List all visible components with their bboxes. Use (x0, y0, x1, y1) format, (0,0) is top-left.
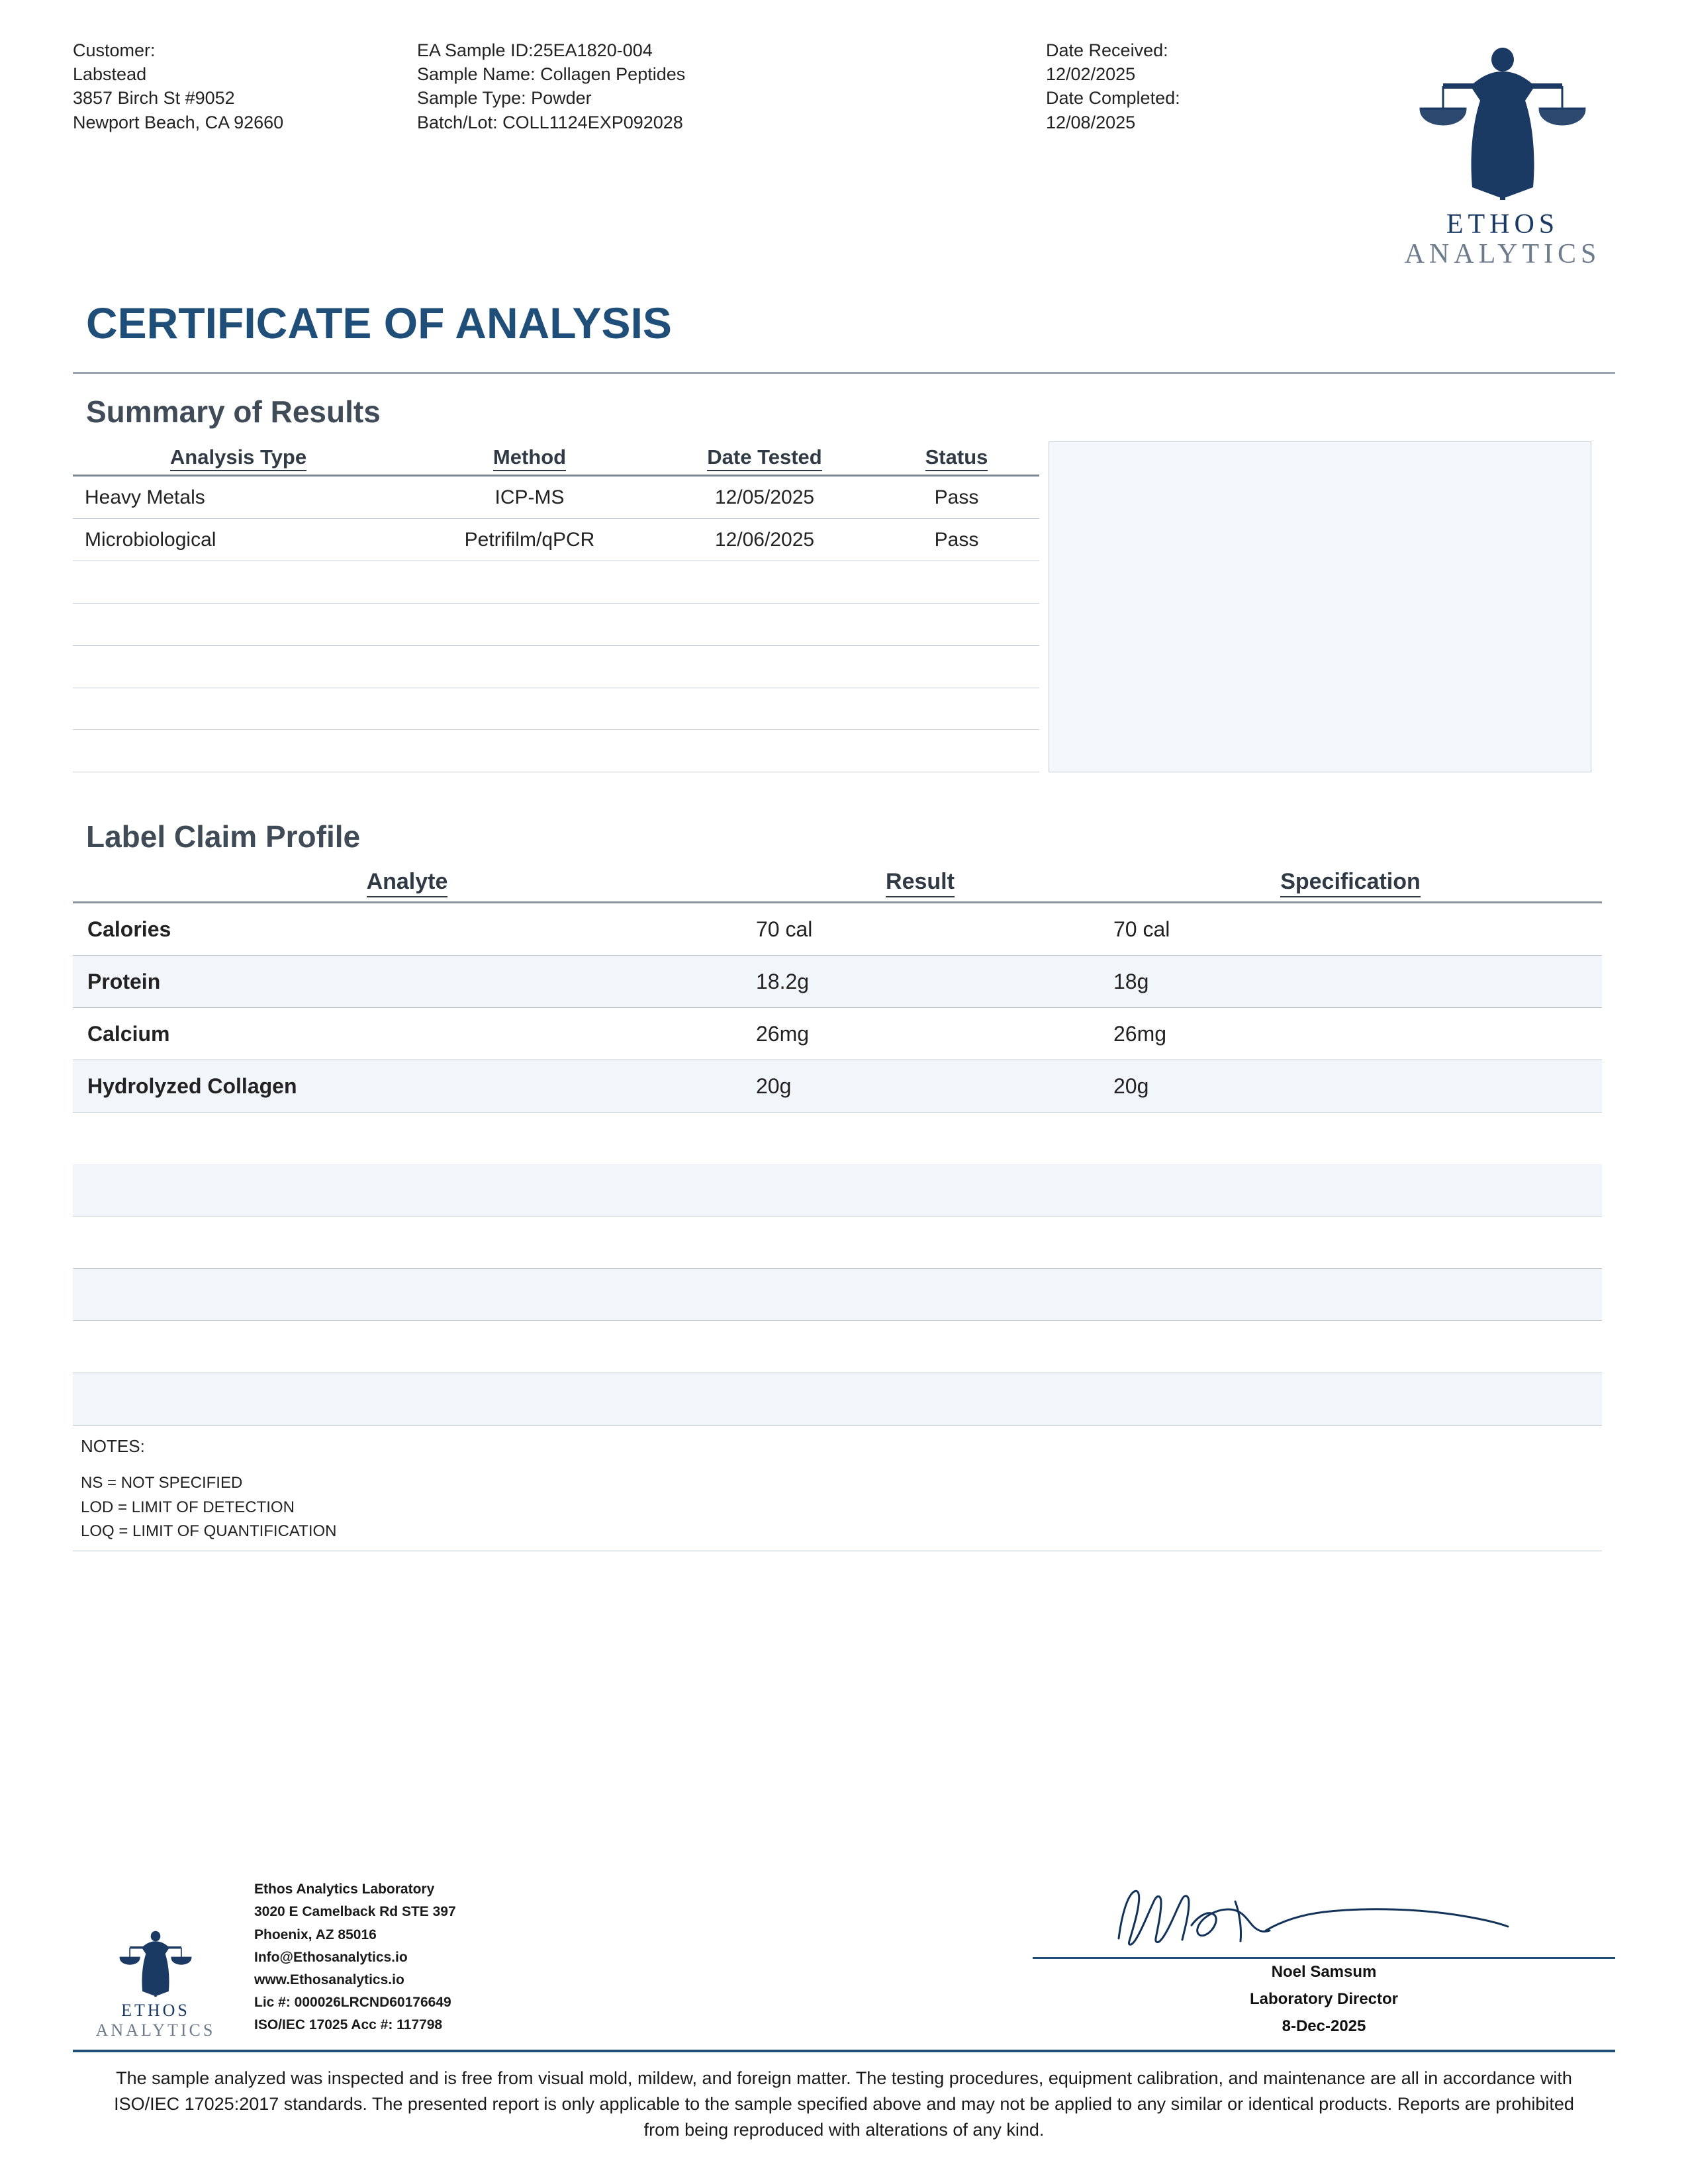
table-row (73, 903, 1602, 956)
customer-block (73, 38, 417, 134)
summary-col-analysis-type: Analysis Type (73, 441, 404, 476)
table-row-empty (73, 730, 1039, 772)
lab-accreditation: ISO/IEC 17025 Acc #: 117798 (254, 2017, 443, 2032)
claim-specification: 70 cal (1099, 903, 1602, 956)
scales-of-justice-icon (1390, 45, 1615, 210)
claim-specification: 20g (1099, 1060, 1602, 1113)
sample-id-row (417, 38, 1046, 62)
notes-line-lod: LOD = LIMIT OF DETECTION (81, 1498, 295, 1516)
dates-block (1046, 38, 1364, 134)
table-row-empty (73, 688, 1039, 730)
summary-analysis-type: Microbiological (73, 519, 404, 561)
signature-image (1033, 1878, 1615, 1957)
status-badge: Pass (874, 519, 1039, 561)
customer-name: Labstead (73, 64, 147, 85)
sample-name-label: Sample Name: (417, 64, 536, 85)
claim-col-specification: Specification (1099, 866, 1602, 903)
date-received-label: Date Received: (1046, 40, 1168, 60)
sample-type-value: Powder (531, 88, 592, 109)
signatory-name: Noel Samsum (1271, 1963, 1377, 1981)
summary-table (73, 441, 1039, 772)
logo-text-analytics: ANALYTICS (1404, 239, 1601, 269)
lab-street: 3020 E Camelback Rd STE 397 (254, 1904, 456, 1920)
notes-section (73, 1430, 1602, 1551)
label-claim-heading: Label Claim Profile (86, 819, 361, 854)
claim-result: 20g (741, 1060, 1099, 1113)
summary-method: Petrifilm/qPCR (404, 519, 655, 561)
signature-block (1033, 1878, 1615, 2040)
summary-date-tested: 12/06/2025 (655, 519, 874, 561)
claim-result: 18.2g (741, 956, 1099, 1008)
claim-result: 26mg (741, 1008, 1099, 1060)
claim-result: 70 cal (741, 903, 1099, 956)
company-logo (1390, 38, 1615, 270)
summary-method: ICP-MS (404, 476, 655, 519)
summary-header-row (73, 441, 1039, 476)
lab-name: Ethos Analytics Laboratory (254, 1882, 435, 1897)
table-row-empty (73, 1321, 1602, 1373)
batch-value: COLL1124EXP092028 (502, 112, 683, 132)
sample-id-label: EA Sample ID: (417, 40, 534, 60)
lab-city: Phoenix, AZ 85016 (254, 1927, 377, 1942)
summary-col-status: Status (874, 441, 1039, 476)
batch-row (417, 111, 1046, 134)
table-row-empty (73, 1216, 1602, 1269)
summary-col-date-tested: Date Tested (655, 441, 874, 476)
notes-line-ns: NS = NOT SPECIFIED (81, 1474, 243, 1492)
lab-website[interactable]: www.Ethosanalytics.io (254, 1972, 404, 1987)
claim-specification: 26mg (1099, 1008, 1602, 1060)
table-row-empty (73, 1269, 1602, 1321)
label-claim-table (73, 866, 1602, 1426)
customer-label: Customer: (73, 40, 156, 60)
table-row (73, 1008, 1602, 1060)
summary-date-tested: 12/05/2025 (655, 476, 874, 519)
table-row (73, 956, 1602, 1008)
table-row (73, 1060, 1602, 1113)
claim-specification: 18g (1099, 956, 1602, 1008)
status-badge: Pass (874, 476, 1039, 519)
table-row (73, 476, 1039, 519)
date-completed-value: 12/08/2025 (1046, 112, 1136, 132)
claim-analyte: Hydrolyzed Collagen (73, 1060, 741, 1113)
claim-analyte: Calories (73, 903, 741, 956)
claim-col-result: Result (741, 866, 1099, 903)
signatory-role: Laboratory Director (1249, 1989, 1399, 2008)
claim-analyte: Calcium (73, 1008, 741, 1060)
claim-analyte: Protein (73, 956, 741, 1008)
summary-heading: Summary of Results (86, 394, 381, 430)
sample-block (417, 38, 1046, 134)
table-row (73, 519, 1039, 561)
sample-type-label: Sample Type: (417, 88, 526, 109)
summary-analysis-type: Heavy Metals (73, 476, 404, 519)
notes-line-loq: LOQ = LIMIT OF QUANTIFICATION (81, 1522, 337, 1541)
lab-license: Lic #: 000026LRCND60176649 (254, 1994, 451, 2010)
title-divider (73, 372, 1615, 374)
document-header (73, 0, 1615, 270)
date-completed-label: Date Completed: (1046, 88, 1180, 109)
footer-main (73, 1878, 1615, 2040)
logo-text-ethos: ETHOS (1446, 209, 1560, 240)
footer-logo-ethos: ETHOS (121, 2001, 190, 2021)
table-row-empty (73, 1373, 1602, 1426)
lab-address-block (254, 1878, 456, 2040)
table-row-empty (73, 603, 1039, 645)
lab-email[interactable]: Info@Ethosanalytics.io (254, 1949, 408, 1965)
sample-name-row (417, 62, 1046, 86)
summary-notes-panel (1049, 441, 1591, 772)
document-footer (73, 1878, 1615, 2143)
claim-col-analyte: Analyte (73, 866, 741, 903)
batch-label: Batch/Lot: (417, 112, 498, 132)
footer-logo (73, 1930, 238, 2040)
notes-title: NOTES: (81, 1436, 145, 1457)
sample-type-row (417, 86, 1046, 110)
page-title: CERTIFICATE OF ANALYSIS (86, 298, 672, 348)
label-claim-header-row (73, 866, 1602, 903)
table-row-empty (73, 1113, 1602, 1165)
signature-date: 8-Dec-2025 (1282, 2017, 1366, 2035)
footer-logo-analytics: ANALYTICS (95, 2020, 216, 2040)
summary-col-method: Method (404, 441, 655, 476)
sample-name-value: Collagen Peptides (540, 64, 686, 85)
scales-of-justice-icon (73, 1930, 238, 2001)
customer-street: 3857 Birch St #9052 (73, 88, 235, 109)
sample-id-value: 25EA1820-004 (533, 40, 653, 60)
table-row-empty (73, 561, 1039, 604)
date-received-value: 12/02/2025 (1046, 64, 1136, 85)
summary-section (73, 441, 1615, 772)
table-row-empty (73, 1164, 1602, 1216)
table-row-empty (73, 645, 1039, 688)
disclaimer-text: The sample analyzed was inspected and is free from visual mold, mildew, and foreign matter. The testing procedures, equipment calibration, and maintenance are all in accordance with ISO/IEC 17025:2017 standards. The presented report is only applicable to the sample specified above and may not be applied to any similar or identical products. Reports are prohibited from being reproduced with alterations of any kind. (114, 2068, 1574, 2140)
customer-city: Newport Beach, CA 92660 (73, 112, 284, 132)
